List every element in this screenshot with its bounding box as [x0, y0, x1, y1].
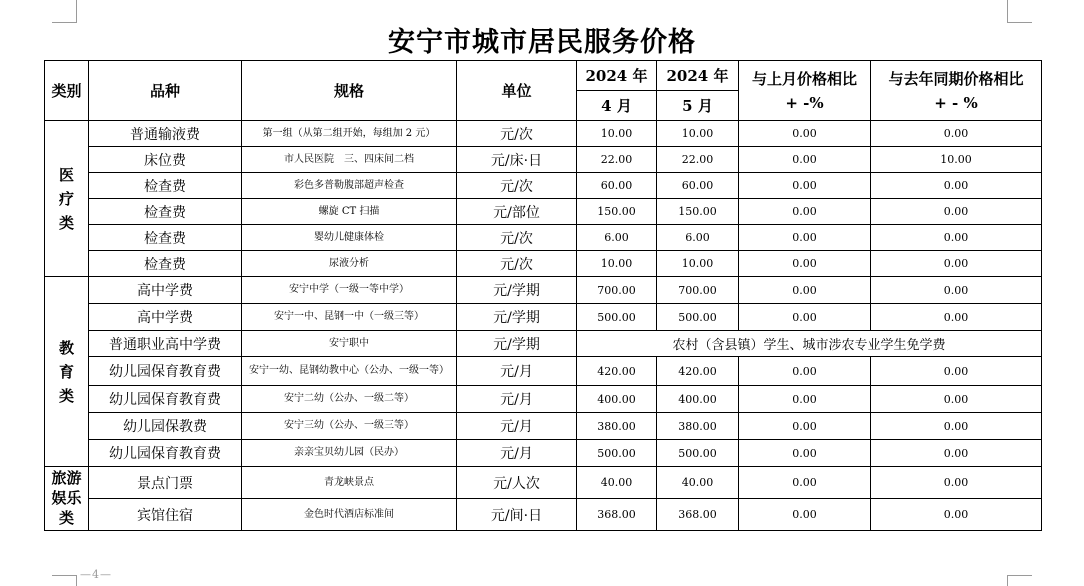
- change-mom: 0.00: [739, 467, 871, 499]
- price-may: 10.00: [657, 251, 739, 277]
- category-medical-label: 医疗类: [58, 165, 74, 232]
- change-mom: 0.00: [739, 121, 871, 147]
- header-spec: 规格: [242, 61, 457, 121]
- price-may: 6.00: [657, 225, 739, 251]
- category-education-label: 教育类: [58, 338, 74, 405]
- item-unit: 元/月: [457, 357, 577, 386]
- item-unit: 元/人次: [457, 467, 577, 499]
- table-header: [45, 61, 1042, 121]
- item-unit: 元/月: [457, 386, 577, 413]
- header-apr-year: 2024 年: [577, 61, 657, 91]
- change-yoy: 0.00: [871, 173, 1042, 199]
- change-yoy: 10.00: [871, 147, 1042, 173]
- price-may: 420.00: [657, 357, 739, 386]
- item-name: 幼儿园保教费: [89, 413, 242, 440]
- item-spec: 安宁二幼（公办、一级二等）: [242, 386, 457, 413]
- change-mom: 0.00: [739, 386, 871, 413]
- item-unit: 元/次: [457, 173, 577, 199]
- change-yoy: 0.00: [871, 440, 1042, 467]
- item-spec: 婴幼儿健康体检: [242, 225, 457, 251]
- price-apr: 10.00: [577, 121, 657, 147]
- change-yoy: 0.00: [871, 121, 1042, 147]
- price-apr: 400.00: [577, 386, 657, 413]
- change-yoy: 0.00: [871, 304, 1042, 331]
- table-body: [45, 121, 1042, 531]
- item-name: 检查费: [89, 225, 242, 251]
- item-spec: 安宁三幼（公办、一级三等）: [242, 413, 457, 440]
- change-yoy: 0.00: [871, 413, 1042, 440]
- change-mom: 0.00: [739, 251, 871, 277]
- item-spec: 市人民医院 三、四床间二档: [242, 147, 457, 173]
- category-tourism-label: 旅游娱乐类: [51, 468, 82, 527]
- crop-mark-bottom-right: [1007, 575, 1032, 586]
- item-spec: 安宁中学（一级一等中学）: [242, 277, 457, 304]
- price-may: 368.00: [657, 499, 739, 531]
- change-yoy: 0.00: [871, 357, 1042, 386]
- price-apr: 368.00: [577, 499, 657, 531]
- change-yoy: 0.00: [871, 225, 1042, 251]
- price-apr: 150.00: [577, 199, 657, 225]
- page-number: —4—: [80, 568, 112, 581]
- header-mom-line1: 与上月价格相比: [751, 69, 857, 88]
- item-unit: 元/次: [457, 225, 577, 251]
- item-unit: 元/次: [457, 251, 577, 277]
- item-spec: 安宁职中: [242, 331, 457, 357]
- price-may: 22.00: [657, 147, 739, 173]
- change-mom: 0.00: [739, 413, 871, 440]
- price-table: [44, 60, 1042, 531]
- header-unit: 单位: [457, 61, 577, 121]
- price-apr: 380.00: [577, 413, 657, 440]
- change-yoy: 0.00: [871, 199, 1042, 225]
- price-apr: 10.00: [577, 251, 657, 277]
- price-may: 400.00: [657, 386, 739, 413]
- item-spec: 螺旋 CT 扫描: [242, 199, 457, 225]
- item-name: 床位费: [89, 147, 242, 173]
- header-yoy-line2: + - %: [934, 93, 978, 112]
- header-category: 类别: [45, 61, 89, 121]
- item-spec: 安宁一中、昆钢一中（一级三等）: [242, 304, 457, 331]
- change-yoy: 0.00: [871, 499, 1042, 531]
- item-name: 高中学费: [89, 304, 242, 331]
- price-apr: 700.00: [577, 277, 657, 304]
- change-yoy: 0.00: [871, 277, 1042, 304]
- item-name: 幼儿园保育教育费: [89, 440, 242, 467]
- item-name: 检查费: [89, 251, 242, 277]
- price-may: 500.00: [657, 440, 739, 467]
- item-name: 普通职业高中学费: [89, 331, 242, 357]
- price-apr: 40.00: [577, 467, 657, 499]
- change-yoy: 0.00: [871, 251, 1042, 277]
- item-unit: 元/学期: [457, 331, 577, 357]
- change-mom: 0.00: [739, 304, 871, 331]
- header-yoy: [871, 61, 1042, 121]
- header-mom: [739, 61, 871, 121]
- item-name: 检查费: [89, 199, 242, 225]
- change-mom: 0.00: [739, 225, 871, 251]
- price-may: 500.00: [657, 304, 739, 331]
- price-may: 40.00: [657, 467, 739, 499]
- category-education: [45, 277, 89, 467]
- header-mom-line2: + -%: [785, 93, 824, 112]
- item-spec: 第一组（从第二组开始，每组加 2 元）: [242, 121, 457, 147]
- header-item: 品种: [89, 61, 242, 121]
- change-mom: 0.00: [739, 440, 871, 467]
- change-mom: 0.00: [739, 147, 871, 173]
- category-medical: [45, 121, 89, 277]
- item-spec: 青龙峡景点: [242, 467, 457, 499]
- item-spec: 尿液分析: [242, 251, 457, 277]
- item-name: 景点门票: [89, 467, 242, 499]
- price-may: 150.00: [657, 199, 739, 225]
- item-unit: 元/月: [457, 413, 577, 440]
- price-apr: 22.00: [577, 147, 657, 173]
- item-name: 高中学费: [89, 277, 242, 304]
- item-unit: 元/间·日: [457, 499, 577, 531]
- crop-mark-bottom-left: [52, 575, 77, 586]
- price-may: 10.00: [657, 121, 739, 147]
- item-spec: 亲亲宝贝幼儿园（民办）: [242, 440, 457, 467]
- change-mom: 0.00: [739, 199, 871, 225]
- price-apr: 6.00: [577, 225, 657, 251]
- item-spec: 安宁一幼、昆钢幼教中心（公办、一级一等）: [242, 357, 457, 386]
- header-apr-month: 4 月: [577, 91, 657, 121]
- item-unit: 元/月: [457, 440, 577, 467]
- change-mom: 0.00: [739, 499, 871, 531]
- item-name: 幼儿园保育教育费: [89, 386, 242, 413]
- item-spec: 彩色多普勒腹部超声检查: [242, 173, 457, 199]
- change-mom: 0.00: [739, 357, 871, 386]
- item-spec: 金色时代酒店标准间: [242, 499, 457, 531]
- price-may: 380.00: [657, 413, 739, 440]
- header-yoy-line1: 与去年同期价格相比: [888, 69, 1024, 88]
- item-unit: 元/学期: [457, 277, 577, 304]
- category-tourism: [45, 467, 89, 531]
- header-may-month: 5 月: [657, 91, 739, 121]
- item-name: 普通输液费: [89, 121, 242, 147]
- price-apr: 420.00: [577, 357, 657, 386]
- item-name: 宾馆住宿: [89, 499, 242, 531]
- price-may: 700.00: [657, 277, 739, 304]
- header-may-year: 2024 年: [657, 61, 739, 91]
- change-mom: 0.00: [739, 277, 871, 304]
- page-title: 安宁市城市居民服务价格: [388, 27, 696, 58]
- item-unit: 元/部位: [457, 199, 577, 225]
- item-unit: 元/床·日: [457, 147, 577, 173]
- price-may: 60.00: [657, 173, 739, 199]
- item-unit: 元/学期: [457, 304, 577, 331]
- change-yoy: 0.00: [871, 467, 1042, 499]
- item-unit: 元/次: [457, 121, 577, 147]
- item-name: 检查费: [89, 173, 242, 199]
- price-apr: 500.00: [577, 304, 657, 331]
- change-mom: 0.00: [739, 173, 871, 199]
- change-yoy: 0.00: [871, 386, 1042, 413]
- price-apr: 60.00: [577, 173, 657, 199]
- price-apr: 500.00: [577, 440, 657, 467]
- exemption-note: 农村（含县镇）学生、城市涉农专业学生免学费: [577, 331, 1042, 357]
- item-name: 幼儿园保育教育费: [89, 357, 242, 386]
